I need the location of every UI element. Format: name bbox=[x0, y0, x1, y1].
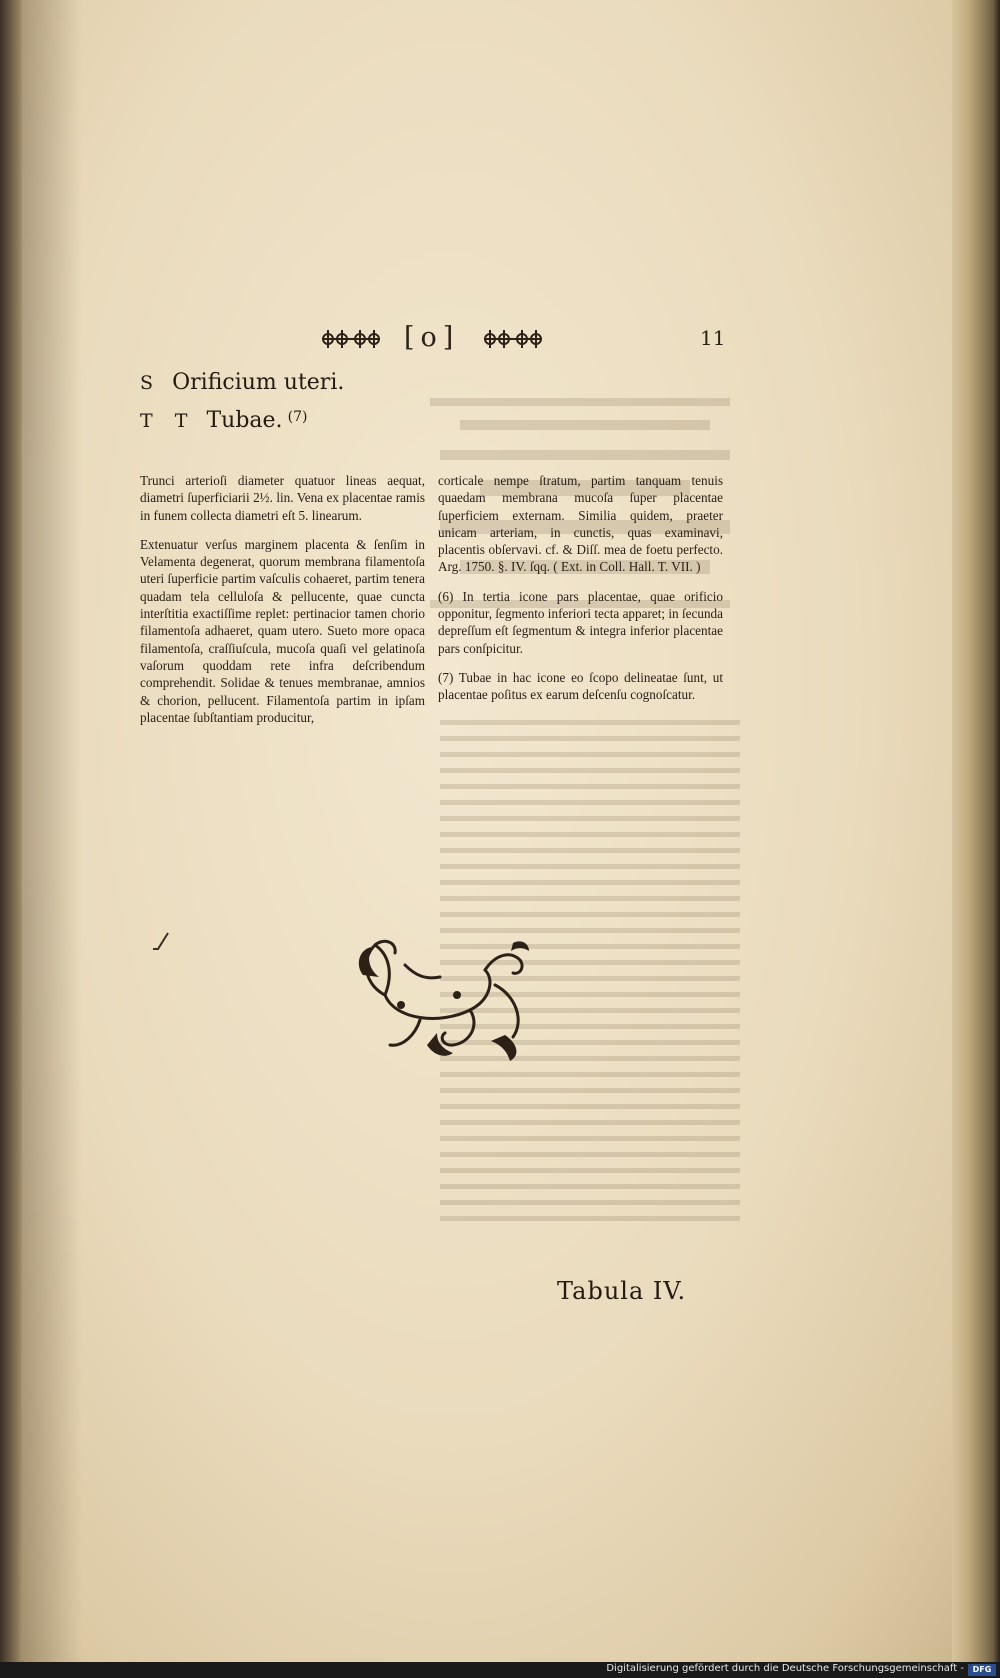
page-number: 11 bbox=[700, 326, 726, 350]
footnote-paragraph: Extenuatur verſus marginem placenta & ſenſim in Velamenta degenerat, quorum membrana filamentoſa uteri ſuperficie partim vaſculis cohaeret, partim tenera quadam tela celluloſa & pellucente, quae cuncta interſtitia exactiſſime replet: pertinacior tamen chorio filamentoſa adhaeret, quam utero. Sueto more opaca filamentoſa, craſſiuſcula, mucoſa quaſi vel gelatinoſa vaſorum quoddam rete infra deſcribendum comprehendit. Solidae & tenues membranae, amnios & chorion, pellucent. Filamentoſa partim in ipſam placentae ſubſtantiam producitur, bbox=[140, 536, 425, 725]
legend-label: Orificium uteri. bbox=[172, 370, 345, 395]
legend-letters: S bbox=[140, 372, 162, 394]
page-edge-stack bbox=[952, 0, 1000, 1664]
footnote-paragraph: (7) Tubae in hac icone eo ſcopo delineatae ſunt, ut placentae poſitus ex earum deſcenſu cognoſcatur. bbox=[438, 669, 723, 703]
left-ornament-icon bbox=[320, 326, 382, 352]
digitization-credit: Digitalisierung gefördert durch die Deutsche Forschungsgemeinschaft - bbox=[606, 1663, 964, 1674]
right-ornament-icon bbox=[482, 326, 544, 352]
gutter-shadow bbox=[22, 0, 82, 1664]
footnote-column-left bbox=[140, 472, 425, 738]
catchword: Tabula IV. bbox=[557, 1277, 687, 1305]
footnote-paragraph: (6) In tertia icone pars placentae, quae orificio opponitur, ſegmento inferiori tecta apparet; in ſecunda depreſſum eſt ſegmentum & integra inferior placentae pars conſpicitur. bbox=[438, 588, 723, 656]
footnote-ref: (7) bbox=[287, 409, 308, 425]
dfg-logo: DFG bbox=[968, 1664, 996, 1676]
legend-label: Tubae. bbox=[206, 408, 283, 433]
legend-entry-tt bbox=[140, 408, 307, 433]
tailpiece-ornament-icon bbox=[345, 925, 535, 1065]
running-head bbox=[320, 322, 740, 358]
legend-entry-s bbox=[140, 370, 344, 395]
page-marker: [o] bbox=[404, 322, 460, 353]
footnote-paragraph: Trunci arterioſi diameter quatuor lineas aequat, diametri ſuperficiarii 2½. lin. Vena ex placentae ramis in funem collecta diametri eſt 5. linearum. bbox=[140, 473, 425, 523]
legend-letters: T T bbox=[140, 410, 196, 432]
footnote-paragraph: corticale nempe ſtratum, partim tanquam tenuis quaedam membrana mucoſa ſuper placentae ſuperficiem externam. Similia quidem, praeter unicam arteriam, in cunctis, quas examinavi, placentis obſervavi. cf. & Diſſ. mea de foetu perfecto. Arg. 1750. §. IV. ſqq. ( Ext. in Coll. Hall. T. VII. ) bbox=[438, 473, 723, 575]
pencil-mark-icon bbox=[150, 930, 172, 952]
footnote-column-right bbox=[438, 472, 723, 716]
